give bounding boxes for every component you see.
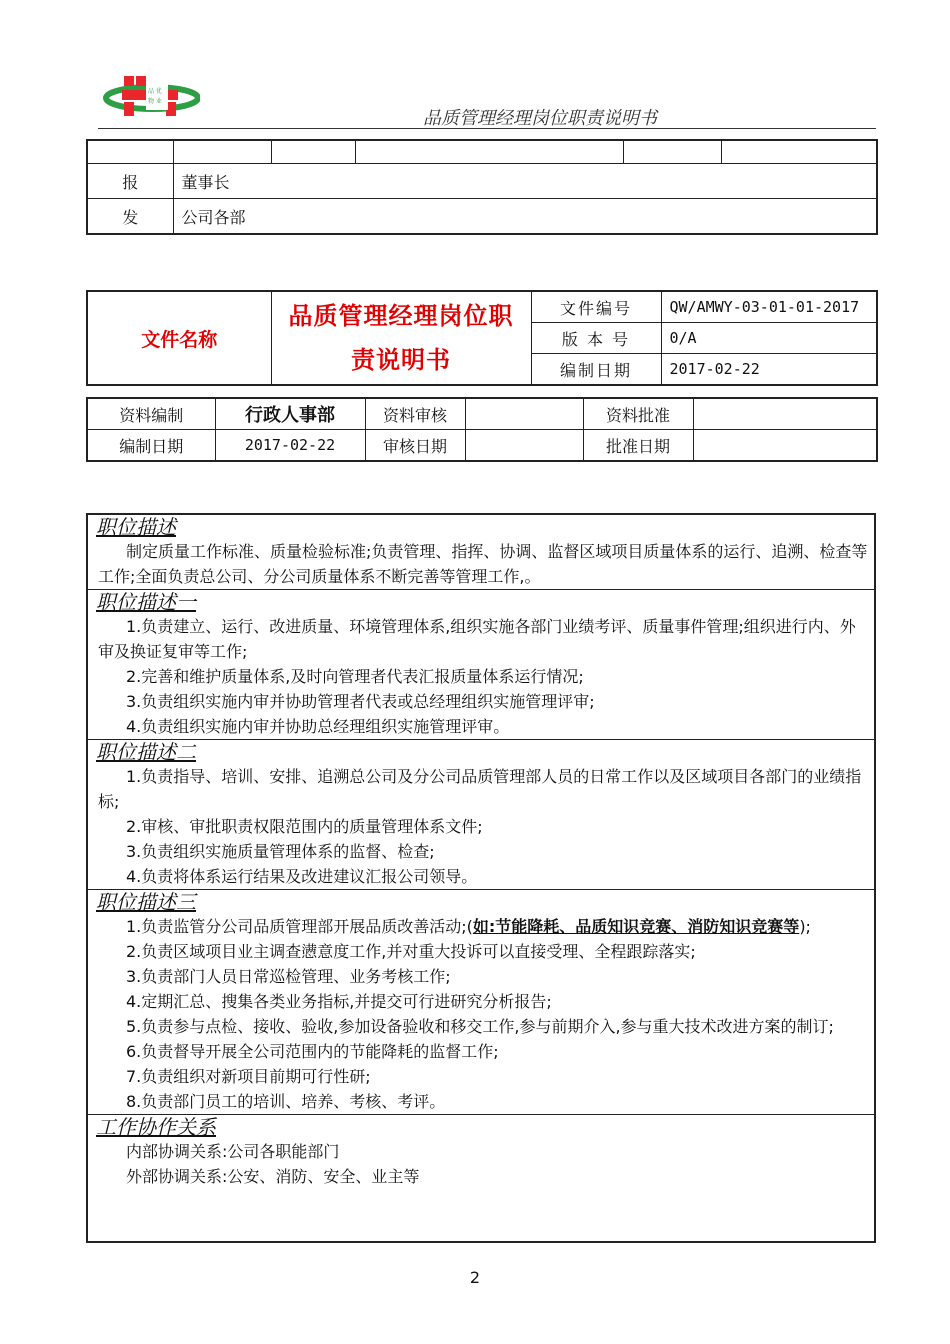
header-title: 品质管理经理岗位职责说明书 [423,108,657,129]
distribution-label: 发 [87,199,173,235]
company-logo [100,70,200,126]
compile-row [87,398,877,430]
list-item: 4.负责组织实施内审并协助总经理组织实施管理评审。 [126,717,510,736]
section-title: 职位描述三 [88,889,874,914]
section-paragraph: 制定质量工作标准、质量检验标准;负责管理、指挥、协调、监督区域项目质量体系的运行、追溯、检查等工作;全面负责总公司、分公司质量体系不断完善等管理工作,。 [98,542,868,586]
blank-cell [87,140,173,164]
document-number-label: 文件编号 [531,291,661,323]
svg-text:品 优: 品 优 [148,88,162,95]
list-item: 4.负责将体系运行结果及改进建议汇报公司领导。 [126,867,478,886]
list-item: 1.负责建立、运行、改进质量、环境管理体系,组织实施各部门业绩考评、质量事件管理;组织进行内、外审及换证复审等工作; [98,617,856,661]
distribution-row-report [87,164,877,199]
version-value: 0/A [661,323,877,354]
list-item: 内部协调关系:公司各职能部门 [126,1142,340,1161]
reviewer-label: 资料审核 [365,398,465,430]
review-date-value [465,430,583,462]
list-item-text: ); [799,917,811,936]
list-item [88,914,874,939]
blank-cell [271,140,355,164]
list-item: 3.负责组织实施内审并协助管理者代表或总经理组织实施管理评审; [126,692,595,711]
document-name: 品质管理经理岗位职责说明书 [271,291,531,385]
distribution-row-issue [87,199,877,235]
list-item: 外部协调关系:公安、消防、安全、业主等 [126,1167,420,1186]
compiler-value: 行政人事部 [215,398,365,430]
distribution-value: 董事长 [173,164,877,199]
header-divider [98,128,876,129]
section-title: 职位描述 [96,515,176,539]
list-item: 3.负责组织实施质量管理体系的监督、检查; [126,842,435,861]
document-info-table [86,290,878,386]
approve-date-label: 批准日期 [583,430,693,462]
compile-date-value: 2017-02-22 [661,354,877,386]
compile-date-label: 编制日期 [87,430,215,462]
reviewer-value [465,398,583,430]
compiler-label: 资料编制 [87,398,215,430]
list-item: 2.负责区域项目业主调查懑意度工作,并对重大投诉可以直接受理、全程跟踪落实; [126,942,696,961]
review-date-label: 审核日期 [365,430,465,462]
approver-value [693,398,877,430]
list-item: 6.负责督导开展全公司范围内的节能降耗的监督工作; [126,1042,499,1061]
blank-cell [721,140,877,164]
svg-text:物 业: 物 业 [148,98,162,105]
list-item: 7.负责组织对新项目前期可行性研; [126,1067,371,1086]
list-item-text: 1.负责监管分公司品质管理部开展品质改善活动;( [126,917,473,936]
distribution-value: 公司各部 [173,199,877,235]
distribution-label: 报 [87,164,173,199]
compile-info-table [86,397,878,462]
list-item: 1.负责指导、培训、安排、追溯总公司及分公司品质管理部人员的日常工作以及区域项目各部门的业绩指标; [98,767,862,811]
section-title: 职位描述二 [88,739,874,764]
list-item: 2.审核、审批职责权限范围内的质量管理体系文件; [126,817,483,836]
compile-date-label: 编制日期 [531,354,661,386]
list-item-emphasis: 如:节能降耗、品质知识竞赛、消防知识竞赛等 [472,917,800,936]
compile-date-value: 2017-02-22 [215,430,365,462]
list-item: 3.负责部门人员日常巡检管理、业务考核工作; [126,967,451,986]
blank-cell [623,140,721,164]
distribution-table [86,139,878,235]
list-item: 8.负责部门员工的培训、培养、考核、考评。 [126,1092,446,1111]
distribution-blank-row [87,140,877,164]
section-title: 职位描述一 [88,589,874,614]
list-item: 2.完善和维护质量体系,及时向管理者代表汇报质量体系运行情况; [126,667,584,686]
job-description-box [86,513,876,1243]
page-number: 2 [469,1268,481,1287]
section-title: 工作协作关系 [88,1114,874,1139]
approve-date-value [693,430,877,462]
list-item: 4.定期汇总、搜集各类业务指标,并提交可行进研究分析报告; [126,992,552,1011]
blank-cell [355,140,623,164]
version-label: 版 本 号 [531,323,661,354]
list-item: 5.负责参与点检、接收、验收,参加设备验收和移交工作,参与前期介入,参与重大技术改进方案的制订; [126,1017,834,1036]
approver-label: 资料批准 [583,398,693,430]
compile-dates-row [87,430,877,462]
document-number: QW/AMWY-03-01-01-2017 [661,291,877,323]
document-name-label: 文件名称 [87,291,271,385]
blank-cell [173,140,271,164]
